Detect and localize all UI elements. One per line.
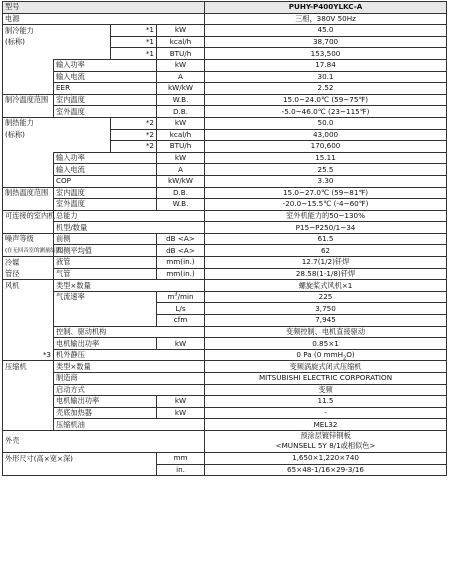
heating-sublabel: (标称): [3, 129, 111, 141]
cooling-temp-label: 制冷温度范围: [3, 94, 54, 106]
cooling-temp-outdoor-value: -5.0~46.0℃ (23~115℉): [205, 106, 447, 118]
row-heating-btu: [3, 141, 447, 153]
row-fan-type: [3, 280, 447, 292]
comp-oil-value: MEL32: [205, 419, 447, 431]
noise-label: 噪声等级: [3, 233, 54, 245]
row-model: [3, 2, 447, 14]
heating-input-current-label: 输入电流: [54, 164, 157, 176]
row-heating-temp-indoor: [3, 187, 447, 199]
pipe-liquid-unit: mm(in.): [157, 257, 205, 269]
heating-unit: kW: [157, 117, 205, 129]
cooling-note: *1: [111, 36, 157, 48]
heating-input-current-value: 25.5: [205, 164, 447, 176]
heating-value: 43,000: [205, 129, 447, 141]
fan-airflow-unit: cfm: [157, 315, 205, 327]
cop-unit: kW/kW: [157, 175, 205, 187]
fan-airflow-label: 气流速率: [54, 291, 157, 303]
indoor-total-label: 总能力: [54, 210, 205, 222]
casing-line-2: <MUNSELL 5Y 8/1或相似色>: [275, 441, 376, 451]
model-value: PUHY-P400YLKC-A: [205, 2, 447, 14]
fan-type-value: 螺旋桨式风机×1: [205, 280, 447, 292]
heating-temp-indoor-value: 15.0~27.0℃ (59~81℉): [205, 187, 447, 199]
row-pipe-liquid: [3, 257, 447, 269]
fan-control-label: 控制、驱动机构: [54, 326, 205, 338]
row-heating-input-power: [3, 152, 447, 164]
row-cooling-temp-indoor: [3, 94, 447, 106]
row-cooling-input-power: [3, 59, 447, 71]
comp-start-label: 启动方式: [54, 384, 205, 396]
row-cooling-kcal: [3, 36, 447, 48]
compressor-label: 压缩机: [3, 361, 54, 373]
row-cop: [3, 175, 447, 187]
comp-type-label: 类型×数量: [54, 361, 205, 373]
heating-temp-label: 制热温度范围: [3, 187, 54, 199]
pipe-gas-unit: mm(in.): [157, 268, 205, 280]
cooling-temp-indoor-unit: W.B.: [157, 94, 205, 106]
comp-motor-unit: kW: [157, 396, 205, 408]
power-value: 三相，380V 50Hz: [205, 13, 447, 25]
heating-input-power-value: 15.11: [205, 152, 447, 164]
comp-motor-label: 电机输出功率: [54, 396, 157, 408]
row-heating-kcal: [3, 129, 447, 141]
row-eer: [3, 83, 447, 95]
fan-motor-value: 0.85×1: [205, 338, 447, 350]
row-indoor-models: [3, 222, 447, 234]
row-comp-motor: [3, 396, 447, 408]
dim-mm-value: 1,650×1,220×740: [205, 452, 447, 464]
row-fan-airflow-m3: [3, 291, 447, 303]
fan-airflow-unit: $m^3/\min$: [157, 291, 205, 303]
dim-label: 外形尺寸(高×宽×深): [3, 452, 157, 464]
pipe-liquid-label: 液管: [54, 257, 157, 269]
noise-front-value: 61.5: [205, 233, 447, 245]
pipe-label-1: 冷媒: [3, 257, 54, 269]
fan-airflow-value: 7,945: [205, 315, 447, 327]
comp-heater-value: -: [205, 407, 447, 419]
fan-airflow-unit: L/s: [157, 303, 205, 315]
cop-value: 3.30: [205, 175, 447, 187]
cooling-input-power-value: 17.84: [205, 59, 447, 71]
cooling-unit: kW: [157, 25, 205, 37]
fan-esp-value: 0 Pa (0 mmH$_2$O): [205, 349, 447, 361]
pipe-liquid-value: 12.7(1/2)钎焊: [205, 257, 447, 269]
heating-temp-indoor-label: 室内温度: [54, 187, 157, 199]
cooling-temp-outdoor-unit: D.B.: [157, 106, 205, 118]
comp-heater-unit: kW: [157, 407, 205, 419]
comp-maker-value: MITSUBISHI ELECTRIC CORPORATION: [205, 373, 447, 385]
noise-avg-value: 62: [205, 245, 447, 257]
heating-value: 50.0: [205, 117, 447, 129]
row-pipe-gas: [3, 268, 447, 280]
row-dim-mm: [3, 452, 447, 464]
comp-oil-label: 压缩机油: [54, 419, 205, 431]
row-dim-in: [3, 464, 447, 476]
fan-airflow-value: 3,750: [205, 303, 447, 315]
heating-temp-indoor-unit: D.B.: [157, 187, 205, 199]
indoor-models-label: 机型/数量: [54, 222, 205, 234]
cooling-unit: BTU/h: [157, 48, 205, 60]
row-noise-front: [3, 233, 447, 245]
dim-in-value: 65×48-1/16×29-3/16: [205, 464, 447, 476]
noise-avg-unit: dB <A>: [157, 245, 205, 257]
row-comp-oil: [3, 419, 447, 431]
cooling-note: *1: [111, 25, 157, 37]
row-heating-temp-outdoor: [3, 199, 447, 211]
fan-esp-label: 机外静压: [54, 349, 205, 361]
cooling-unit: kcal/h: [157, 36, 205, 48]
heating-unit: kcal/h: [157, 129, 205, 141]
row-cooling-input-current: [3, 71, 447, 83]
row-comp-heater: [3, 407, 447, 419]
eer-unit: kW/kW: [157, 83, 205, 95]
row-fan-airflow-ls: [3, 303, 447, 315]
comp-heater-label: 壳底加热器: [54, 407, 157, 419]
comp-maker-label: 制造商: [54, 373, 205, 385]
row-fan-motor: [3, 338, 447, 350]
heating-value: 170,600: [205, 141, 447, 153]
indoor-models-value: P15~P250/1~34: [205, 222, 447, 234]
fan-airflow-value: 225: [205, 291, 447, 303]
row-comp-maker: [3, 373, 447, 385]
noise-avg-label: 四侧平均值: [54, 245, 157, 257]
cooling-input-power-unit: kW: [157, 59, 205, 71]
eer-value: 2.52: [205, 83, 447, 95]
cooling-input-current-value: 30.1: [205, 71, 447, 83]
comp-motor-value: 11.5: [205, 396, 447, 408]
cop-label: COP: [54, 175, 157, 187]
fan-control-value: 变频控制、电机直接驱动: [205, 326, 447, 338]
cooling-input-current-unit: A: [157, 71, 205, 83]
heating-input-power-label: 输入功率: [54, 152, 157, 164]
row-fan-control: [3, 326, 447, 338]
casing-label: 外壳: [3, 430, 205, 452]
cooling-sublabel: (标称): [3, 36, 111, 48]
fan-motor-label: 电机输出功率: [54, 338, 157, 350]
row-heating-kw: [3, 117, 447, 129]
heating-note: *2: [111, 117, 157, 129]
cooling-note: *1: [111, 48, 157, 60]
noise-front-label: 前侧: [54, 233, 157, 245]
row-comp-type: [3, 361, 447, 373]
heating-temp-outdoor-label: 室外温度: [54, 199, 157, 211]
cooling-input-current-label: 输入电流: [54, 71, 157, 83]
heating-input-power-unit: kW: [157, 152, 205, 164]
row-fan-esp: [3, 349, 447, 361]
heating-temp-outdoor-value: -20.0~15.5℃ (-4~60℉): [205, 199, 447, 211]
cooling-input-power-label: 输入功率: [54, 59, 157, 71]
noise-front-unit: dB <A>: [157, 233, 205, 245]
eer-label: EER: [54, 83, 157, 95]
casing-line-1: 预涂层镀锌钢板: [300, 431, 351, 441]
dim-mm-unit: mm: [157, 452, 205, 464]
cooling-value: 38,700: [205, 36, 447, 48]
heating-label: 制热能力: [3, 117, 111, 129]
row-power: [3, 13, 447, 25]
heating-note: *2: [111, 141, 157, 153]
fan-label: 风机: [3, 280, 54, 292]
cooling-temp-indoor-value: 15.0~24.0℃ (59~75℉): [205, 94, 447, 106]
indoor-units-label: 可连接的室内机: [3, 210, 54, 222]
row-indoor-total: [3, 210, 447, 222]
pipe-gas-label: 气管: [54, 268, 157, 280]
comp-type-value: 变频涡旋式闭式压缩机: [205, 361, 447, 373]
dim-in-unit: in.: [157, 464, 205, 476]
fan-esp-note: *3: [3, 349, 54, 361]
casing-value: [205, 430, 447, 452]
pipe-label-2: 管径: [3, 268, 54, 280]
indoor-total-value: 室外机能力的50~130%: [205, 210, 447, 222]
model-label: 型号: [3, 2, 205, 14]
cooling-temp-indoor-label: 室内温度: [54, 94, 157, 106]
row-fan-airflow-cfm: [3, 315, 447, 327]
row-cooling-btu: [3, 48, 447, 60]
fan-motor-unit: kW: [157, 338, 205, 350]
cooling-value: 45.0: [205, 25, 447, 37]
heating-temp-outdoor-unit: W.B.: [157, 199, 205, 211]
row-heating-input-current: [3, 164, 447, 176]
row-noise-avg: [3, 245, 447, 257]
fan-type-label: 类型×数量: [54, 280, 205, 292]
row-cooling-kw: [3, 25, 447, 37]
heating-note: *2: [111, 129, 157, 141]
cooling-value: 153,500: [205, 48, 447, 60]
comp-start-value: 变频: [205, 384, 447, 396]
row-comp-start: [3, 384, 447, 396]
row-cooling-temp-outdoor: [3, 106, 447, 118]
cooling-temp-outdoor-label: 室外温度: [54, 106, 157, 118]
spec-table: [2, 1, 447, 476]
pipe-gas-value: 28.58(1-1/8)钎焊: [205, 268, 447, 280]
noise-sublabel: (在无回音室的测量结果): [3, 245, 54, 257]
heating-unit: BTU/h: [157, 141, 205, 153]
power-label: 电源: [3, 13, 205, 25]
row-casing: [3, 430, 447, 452]
cooling-label: 制冷能力: [3, 25, 111, 37]
heating-input-current-unit: A: [157, 164, 205, 176]
